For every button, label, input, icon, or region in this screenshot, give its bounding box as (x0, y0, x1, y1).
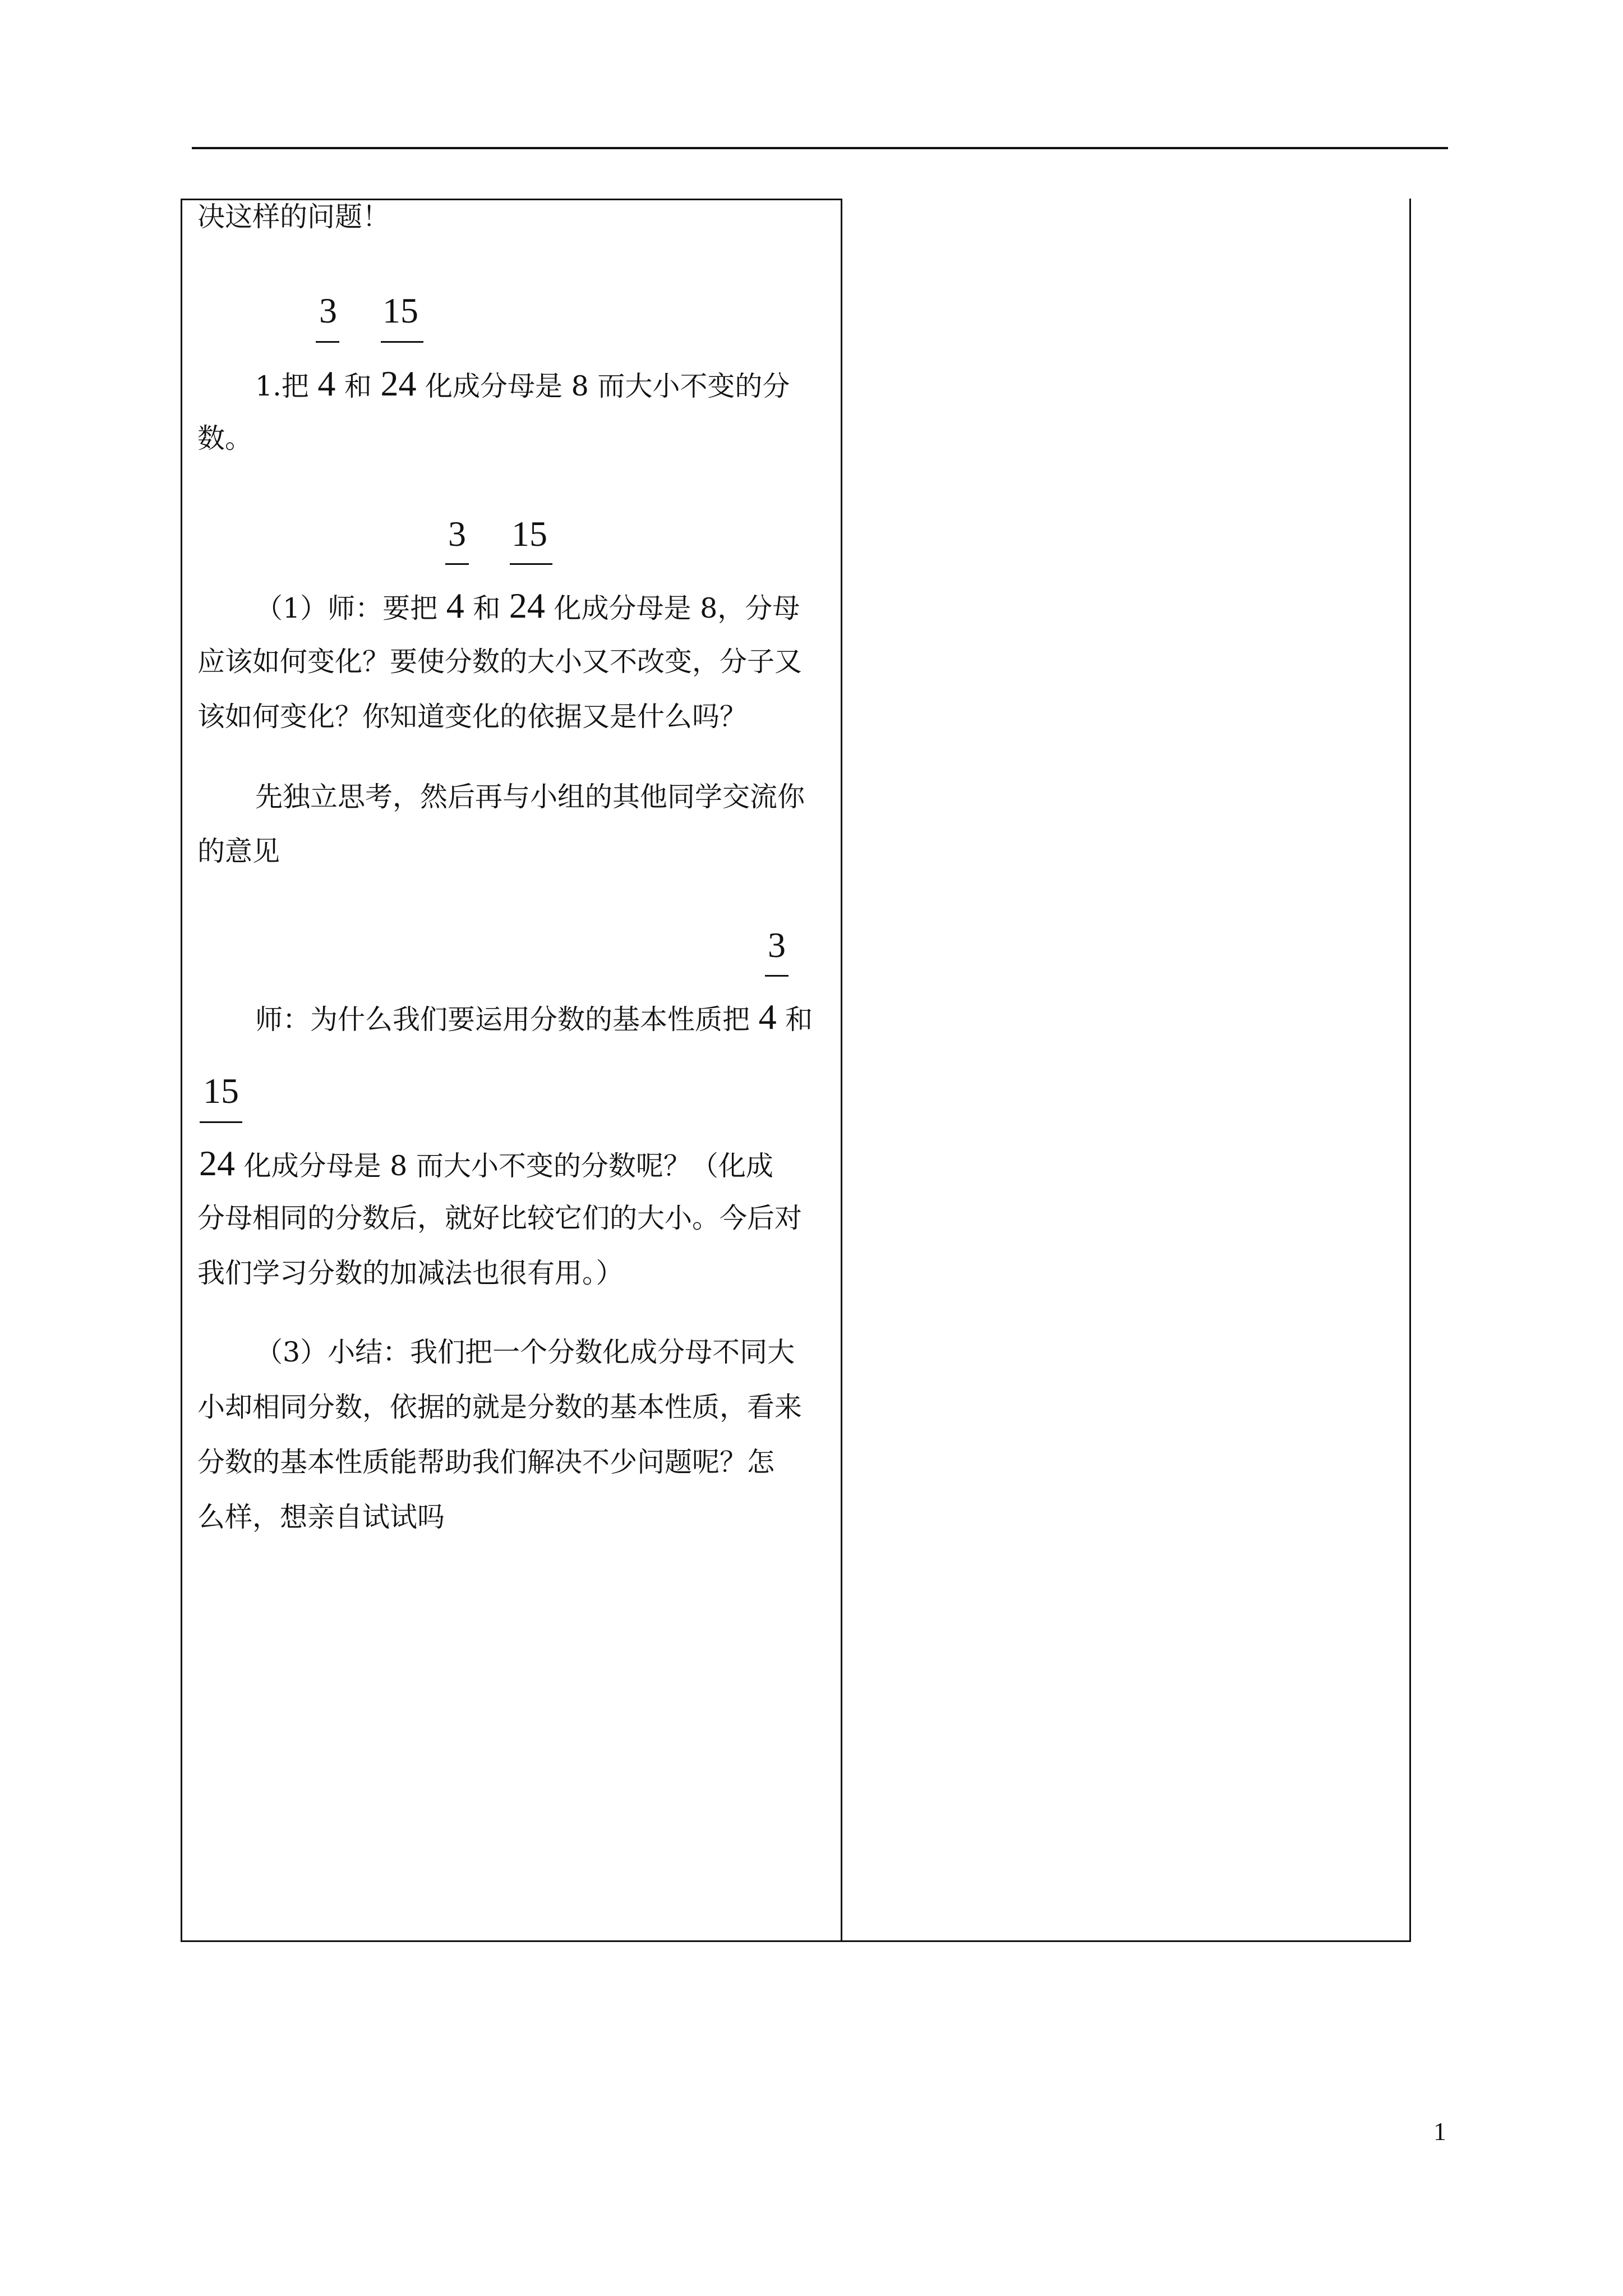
text-line: 该如何变化？你知道变化的依据又是什么吗？ (197, 701, 748, 733)
text-line: 应该如何变化？要使分数的大小又不改变，分子又 (197, 646, 803, 678)
text-line (199, 1143, 773, 1183)
text-line (255, 997, 813, 1037)
fraction-denominator: 4 (317, 364, 336, 403)
fraction-numerator: 15 (382, 291, 418, 330)
text-line (255, 364, 790, 403)
fraction-denominator: 24 (380, 364, 417, 403)
text-line: 决这样的问题！ (197, 201, 390, 233)
text-segment: 师：为什么我们要运用分数的基本性质把 (255, 1004, 759, 1036)
fraction-bar (381, 341, 423, 343)
header-rule (192, 147, 1448, 149)
text-segment: 1.把 (255, 370, 318, 402)
text-segment: 和 (335, 370, 381, 402)
text-line (255, 586, 800, 625)
fraction-bar (200, 1121, 242, 1123)
text-line: （3）小结：我们把一个分数化成分母不同大 (255, 1336, 795, 1368)
fraction-numerator: 15 (203, 1071, 239, 1111)
right-cell (842, 199, 1411, 1942)
text-segment: （1）师：要把 (255, 592, 446, 624)
fraction-denominator: 24 (199, 1143, 235, 1183)
text-line: 我们学习分数的加减法也很有用。） (197, 1257, 624, 1289)
text-line: 数。 (197, 422, 253, 454)
text-segment: 和 (776, 1004, 813, 1036)
fraction-numerator: 15 (511, 514, 547, 554)
page-number: 1 (1433, 2117, 1446, 2146)
left-cell (181, 199, 842, 1942)
fraction-numerator: 3 (319, 291, 337, 330)
text-line: 先独立思考，然后再与小组的其他同学交流你 (255, 781, 805, 813)
fraction-numerator: 3 (768, 925, 786, 965)
text-line: 么样，想亲自试试吗 (197, 1501, 445, 1533)
text-segment: 化成分母是 8 而大小不变的分 (416, 370, 790, 402)
text-segment: 和 (464, 592, 509, 624)
fraction-denominator: 4 (446, 586, 464, 625)
text-segment: 化成分母是 8，分母 (545, 592, 800, 624)
text-segment: 化成分母是 8 而大小不变的分数呢？（化成 (235, 1150, 773, 1182)
fraction-numerator: 3 (448, 514, 466, 554)
fraction-denominator: 4 (758, 997, 777, 1037)
fraction-bar (445, 563, 469, 565)
fraction-denominator: 24 (509, 586, 545, 625)
text-line: 小却相同分数，依据的就是分数的基本性质，看来 (197, 1391, 803, 1423)
fraction-bar (316, 341, 339, 343)
text-line: 的意见 (197, 835, 280, 867)
text-line: 分母相同的分数后，就好比较它们的大小。今后对 (197, 1202, 803, 1234)
fraction-bar (510, 563, 552, 565)
text-line: 分数的基本性质能帮助我们解决不少问题呢？怎 (197, 1446, 775, 1478)
fraction-bar (765, 975, 789, 977)
